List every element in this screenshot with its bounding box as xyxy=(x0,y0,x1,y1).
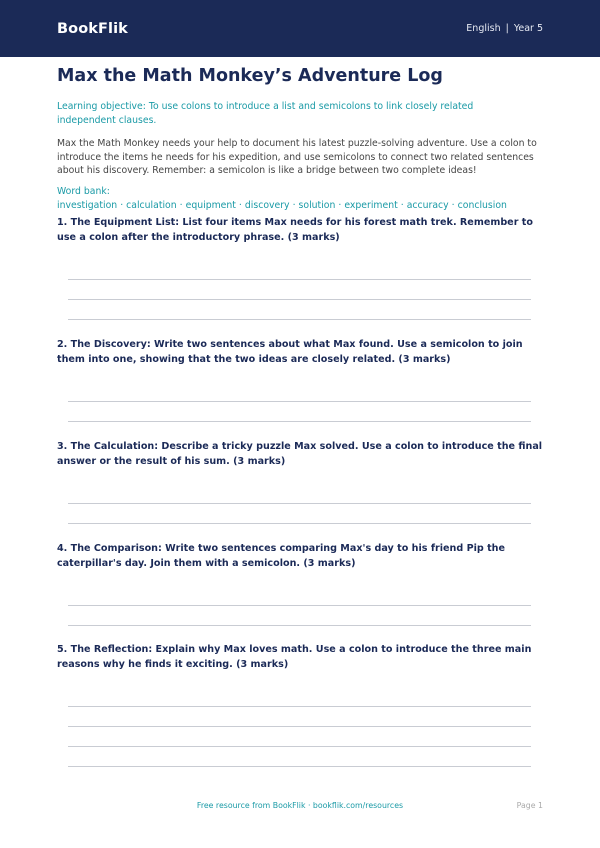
answer-line[interactable] xyxy=(68,523,531,524)
answer-line[interactable] xyxy=(68,726,531,727)
answer-line[interactable] xyxy=(68,401,531,402)
learning-objective: Learning objective: To use colons to introduce a list and semicolons to link closely related independent clauses. xyxy=(57,101,474,126)
answer-line[interactable] xyxy=(68,605,531,606)
question-5: 5. The Reflection: Explain why Max loves math. Use a colon to introduce the three main reasons why he finds it exciting. (3 marks) xyxy=(57,644,532,670)
word-separator: · xyxy=(400,199,404,211)
answer-line[interactable] xyxy=(68,746,531,747)
year-label: Year 5 xyxy=(513,23,543,34)
word-bank-words xyxy=(57,200,507,211)
question-2: 2. The Discovery: Write two sentences about what Max found. Use a semicolon to join them into one, showing that the two ideas are closely related. (3 marks) xyxy=(57,339,523,365)
question-1: 1. The Equipment List: List four items Max needs for his forest math trek. Remember to use a colon after the introductory phrase. (3 marks) xyxy=(57,217,533,243)
answer-line[interactable] xyxy=(68,625,531,626)
answer-line[interactable] xyxy=(68,299,531,300)
intro-paragraph: Max the Math Monkey needs your help to document his latest puzzle-solving adventure. Use a colon to introduce the items he needs for his expedition, and use semicolons to connect two related sentences about his discovery. Remember: a semicolon is like a bridge between two complete ideas! xyxy=(57,138,537,176)
word-bank xyxy=(57,185,547,212)
word-bank-word: experiment xyxy=(344,199,398,211)
answer-line[interactable] xyxy=(68,421,531,422)
word-separator: · xyxy=(238,199,242,211)
answer-line[interactable] xyxy=(68,706,531,707)
word-separator: · xyxy=(338,199,342,211)
word-separator: · xyxy=(120,199,124,211)
word-bank-label: Word bank: xyxy=(57,186,110,197)
word-separator: · xyxy=(179,199,183,211)
footer-resource-link[interactable]: Free resource from BookFlik · bookflik.com/resources xyxy=(196,801,404,810)
word-separator: · xyxy=(292,199,296,211)
question-3: 3. The Calculation: Describe a tricky puzzle Max solved. Use a colon to introduce the final answer or the result of his sum. (3 marks) xyxy=(57,441,543,467)
word-bank-word: investigation xyxy=(57,199,118,211)
brand-logo: BookFlik xyxy=(57,20,128,37)
subject-label: English xyxy=(466,23,501,34)
word-separator: · xyxy=(451,199,455,211)
page-header xyxy=(0,0,600,57)
subject-year xyxy=(466,23,543,34)
answer-line[interactable] xyxy=(68,503,531,504)
word-bank-word: accuracy xyxy=(406,199,449,211)
meta-separator: | xyxy=(505,23,509,34)
answer-line[interactable] xyxy=(68,766,531,767)
page-title: Max the Math Monkey’s Adventure Log xyxy=(57,66,443,86)
answer-line[interactable] xyxy=(68,319,531,320)
word-bank-word: discovery xyxy=(244,199,290,211)
word-bank-word: solution xyxy=(298,199,336,211)
answer-line[interactable] xyxy=(68,279,531,280)
word-bank-word: equipment xyxy=(185,199,236,211)
word-bank-word: conclusion xyxy=(457,199,507,211)
page-number: Page 1 xyxy=(516,801,543,810)
word-bank-word: calculation xyxy=(126,199,177,211)
question-4: 4. The Comparison: Write two sentences comparing Max's day to his friend Pip the caterpillar's day. Join them with a semicolon. (3 marks) xyxy=(57,543,506,569)
